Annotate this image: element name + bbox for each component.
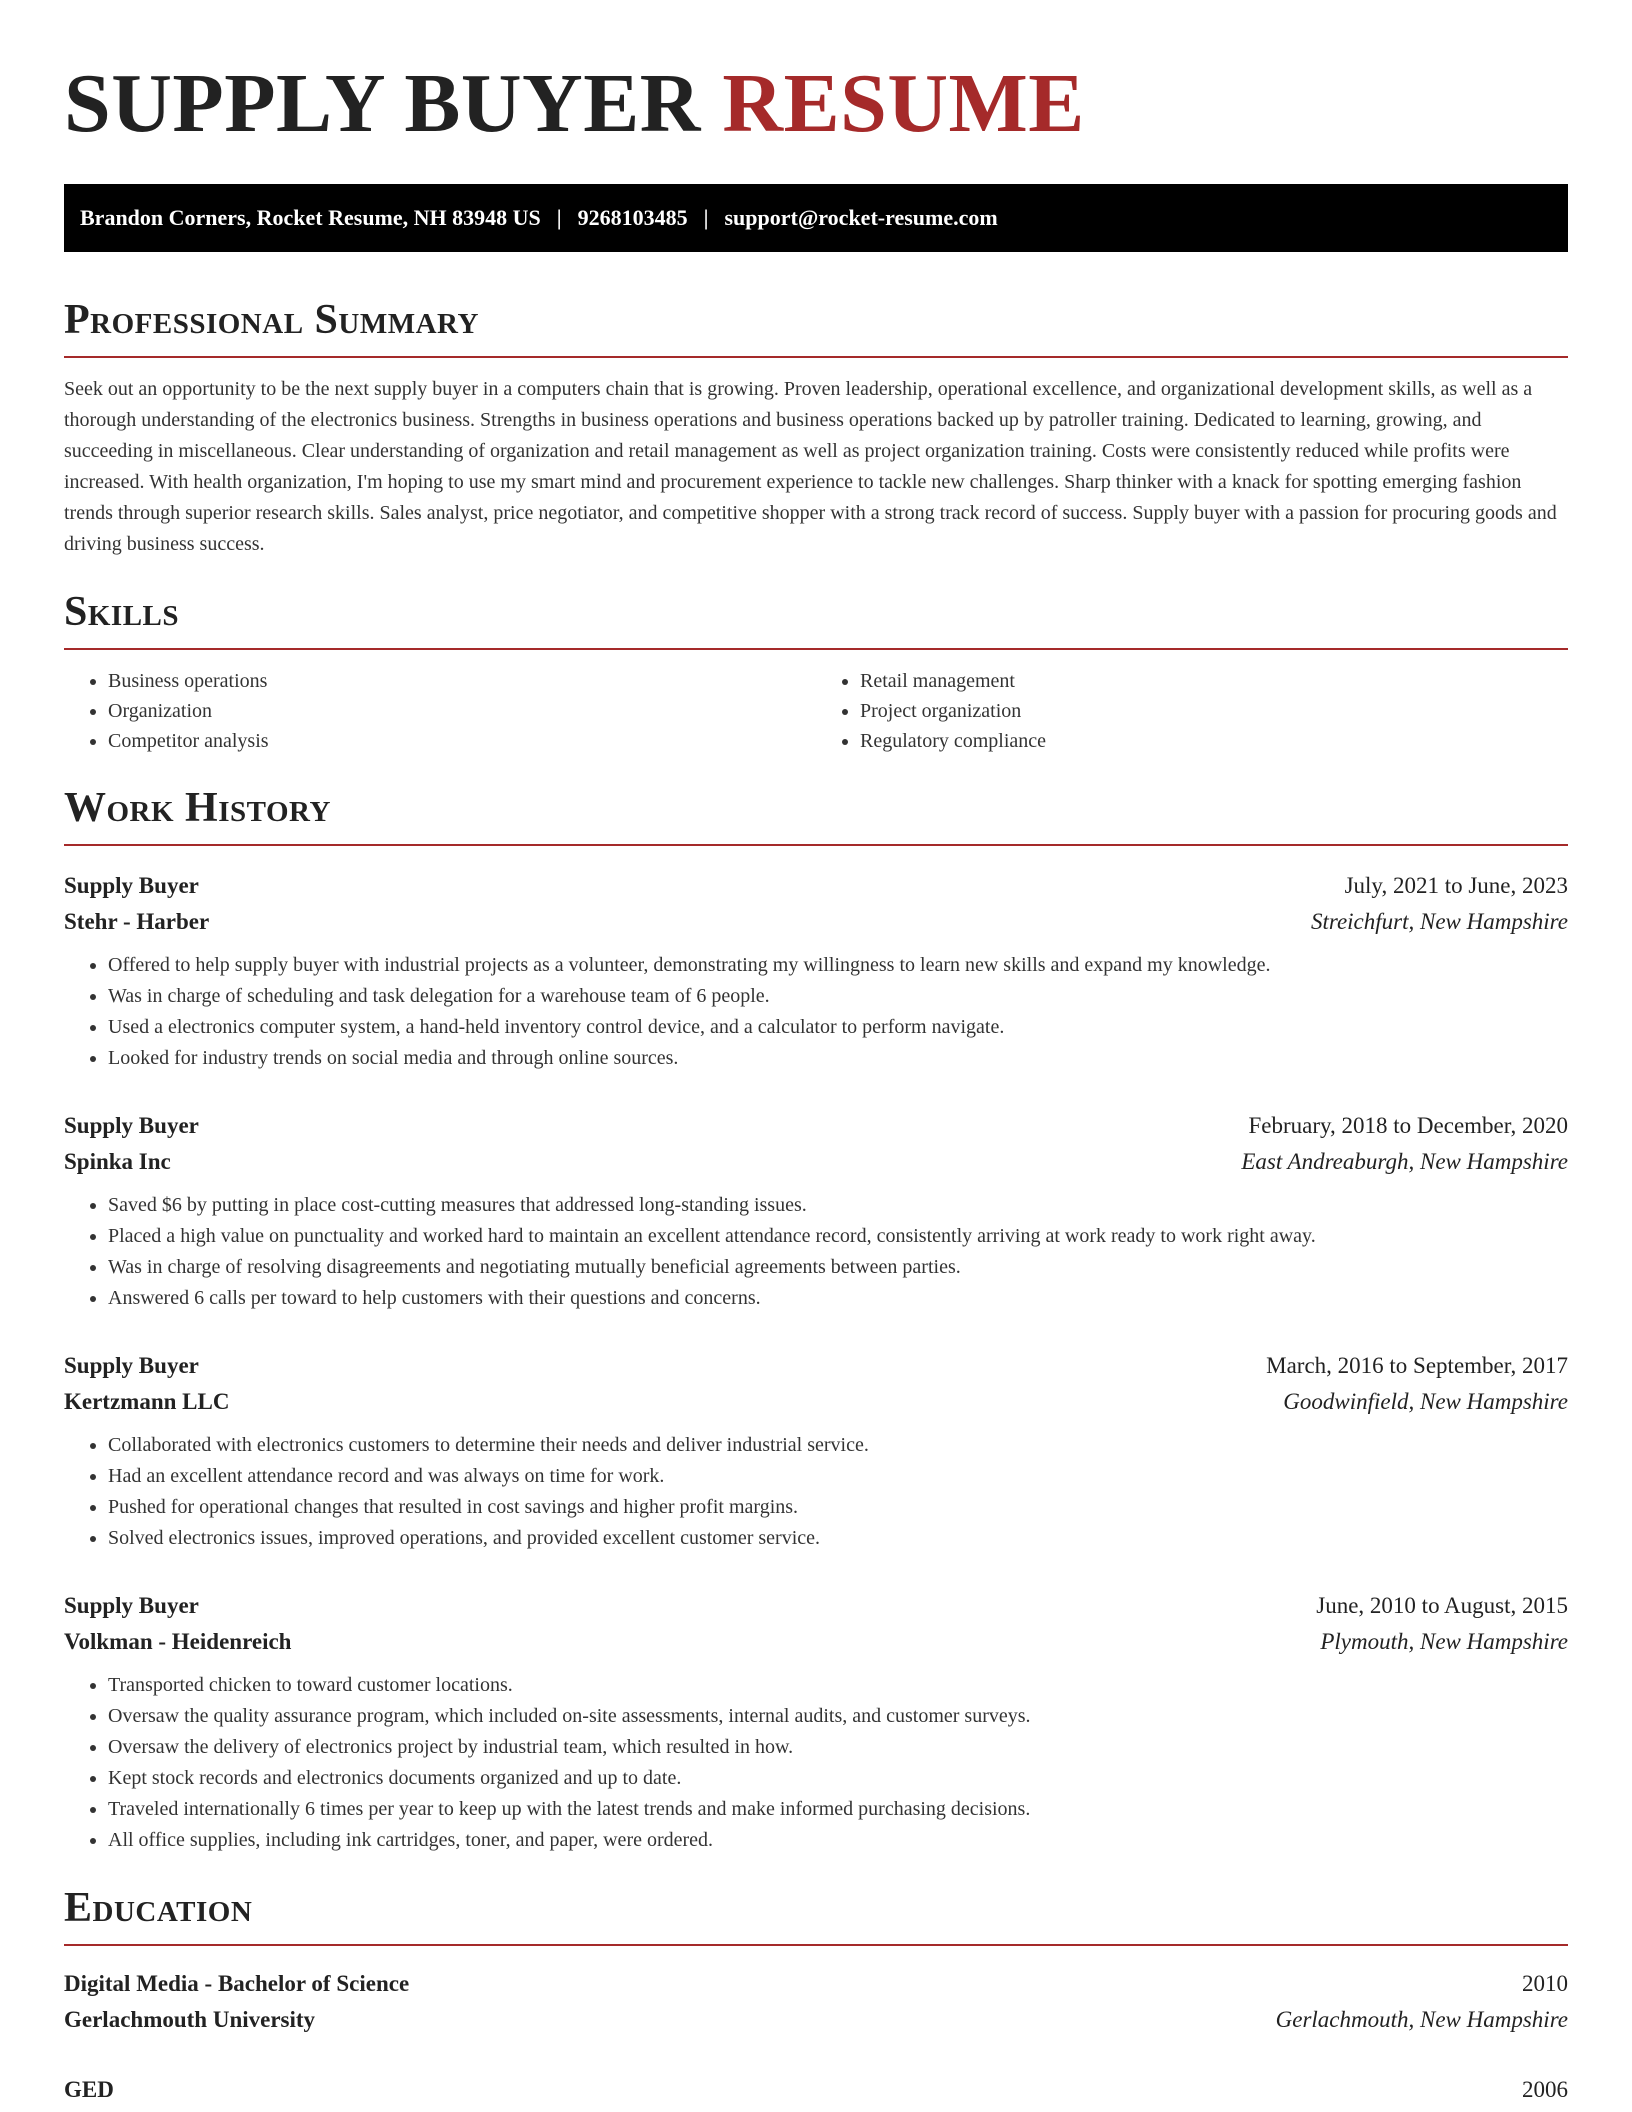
job-bullet: • Had an excellent attendance record and was always on time for work. — [108, 1461, 1568, 1492]
contact-email: support@rocket-resume.com — [724, 205, 998, 230]
job-bullets — [64, 1190, 1568, 1314]
job-bullet: • Was in charge of resolving disagreements and negotiating mutually beneficial agreements between parties. — [108, 1252, 1568, 1283]
job-bullet: • Was in charge of scheduling and task delegation for a warehouse team of 6 people. — [108, 981, 1568, 1012]
job-bullet: • Placed a high value on punctuality and worked hard to maintain an excellent attendance record, consistently arriving at work ready to work right away. — [108, 1221, 1568, 1252]
job-title: Supply Buyer — [64, 1353, 199, 1378]
job-title: Supply Buyer — [64, 1593, 199, 1618]
job-title: Supply Buyer — [64, 873, 199, 898]
skill-item: • Retail management — [860, 666, 1568, 696]
skill-item: • Project organization — [860, 696, 1568, 726]
job-location: Goodwinfield, New Hampshire — [1283, 1389, 1568, 1414]
job-company-row — [64, 1384, 1568, 1420]
job-company: Volkman - Heidenreich — [64, 1629, 292, 1654]
education-entry — [64, 1966, 1568, 2038]
contact-separator: | — [556, 205, 562, 230]
education-heading: Education — [64, 1882, 1568, 1946]
job-entry — [64, 1588, 1568, 1856]
education-degree-row — [64, 1966, 1568, 2002]
skill-item: • Competitor analysis — [108, 726, 816, 756]
job-company: Spinka Inc — [64, 1149, 171, 1174]
job-entry — [64, 1348, 1568, 1554]
job-bullet: • Pushed for operational changes that resulted in cost savings and higher profit margins. — [108, 1492, 1568, 1523]
job-bullet: • Looked for industry trends on social media and through online sources. — [108, 1043, 1568, 1074]
skill-item: • Organization — [108, 696, 816, 726]
job-bullet: • Oversaw the delivery of electronics project by industrial team, which resulted in how. — [108, 1732, 1568, 1763]
education-degree-row — [64, 2072, 1568, 2108]
job-location: Plymouth, New Hampshire — [1320, 1629, 1568, 1654]
skills-grid — [64, 666, 1568, 756]
job-header-row — [64, 1348, 1568, 1384]
skills-list-left — [64, 666, 816, 756]
education-school: Gerlachmouth University — [64, 2007, 316, 2032]
title-accent: RESUME — [722, 57, 1085, 150]
summary-heading: Professional Summary — [64, 294, 1568, 358]
title-main: SUPPLY BUYER — [64, 57, 701, 150]
contact-phone: 9268103485 — [577, 205, 688, 230]
contact-separator: | — [703, 205, 709, 230]
job-bullet: • Saved $6 by putting in place cost-cutting measures that addressed long-standing issues. — [108, 1190, 1568, 1221]
job-company: Stehr - Harber — [64, 909, 210, 934]
work-history-heading: Work History — [64, 782, 1568, 846]
job-company-row — [64, 1624, 1568, 1660]
education-location: Gerlachmouth, New Hampshire — [1275, 2007, 1568, 2032]
job-dates: March, 2016 to September, 2017 — [1266, 1353, 1568, 1378]
job-location: Streichfurt, New Hampshire — [1310, 909, 1568, 934]
education-degree: Digital Media - Bachelor of Science — [64, 1971, 410, 1996]
job-company: Kertzmann LLC — [64, 1389, 230, 1414]
education-degree: GED — [64, 2077, 114, 2102]
job-bullet: • Kept stock records and electronics documents organized and up to date. — [108, 1763, 1568, 1794]
education-year: 2006 — [1522, 2077, 1568, 2102]
job-bullet: • All office supplies, including ink cartridges, toner, and paper, were ordered. — [108, 1825, 1568, 1856]
job-header-row — [64, 1588, 1568, 1624]
work-history-section — [64, 782, 1568, 1856]
contact-address: Brandon Corners, Rocket Resume, NH 83948 US — [80, 205, 541, 230]
skill-item: • Regulatory compliance — [860, 726, 1568, 756]
job-bullet: • Offered to help supply buyer with industrial projects as a volunteer, demonstrating my willingness to learn new skills and expand my knowledge. — [108, 950, 1568, 981]
skills-section — [64, 586, 1568, 756]
job-dates: June, 2010 to August, 2015 — [1316, 1593, 1568, 1618]
job-bullet: • Used a electronics computer system, a hand-held inventory control device, and a calculator to perform navigate. — [108, 1012, 1568, 1043]
summary-text: Seek out an opportunity to be the next supply buyer in a computers chain that is growing. Proven leadership, operational excellence, and organizational development skills, as well as a thorough understanding of the electronics business. Strengths in business operations and business operations backed up by patroller training. Dedicated to learning, growing, and succeeding in miscellaneous. Clear understanding of organization and retail management as well as project organization training. Costs were consistently reduced while profits were increased. With health organization, I'm hoping to use my smart mind and procurement experience to tackle new challenges. Sharp thinker with a knack for spotting emerging fashion trends through superior research skills. Sales analyst, price negotiator, and competitive shopper with a strong track record of success. Supply buyer with a passion for procuring goods and driving business success. — [64, 378, 1557, 555]
job-bullet: • Transported chicken to toward customer locations. — [108, 1670, 1568, 1701]
job-title: Supply Buyer — [64, 1113, 199, 1138]
job-bullet: • Collaborated with electronics customers to determine their needs and deliver industrial service. — [108, 1430, 1568, 1461]
job-bullet: • Traveled internationally 6 times per year to keep up with the latest trends and make informed purchasing decisions. — [108, 1794, 1568, 1825]
job-header-row — [64, 1108, 1568, 1144]
job-bullets — [64, 1430, 1568, 1554]
job-bullet: • Solved electronics issues, improved operations, and provided excellent customer service. — [108, 1523, 1568, 1554]
summary-section — [64, 294, 1568, 560]
skills-heading: Skills — [64, 586, 1568, 650]
skills-list-right — [816, 666, 1568, 756]
job-dates: July, 2021 to June, 2023 — [1344, 873, 1568, 898]
job-bullet: • Answered 6 calls per toward to help customers with their questions and concerns. — [108, 1283, 1568, 1314]
education-school-row — [64, 2002, 1568, 2038]
education-entry — [64, 2072, 1568, 2108]
education-year: 2010 — [1522, 1971, 1568, 1996]
contact-bar — [64, 184, 1568, 252]
job-company-row — [64, 904, 1568, 940]
job-entry — [64, 1108, 1568, 1314]
job-company-row — [64, 1144, 1568, 1180]
job-bullets — [64, 1670, 1568, 1856]
job-location: East Andreaburgh, New Hampshire — [1241, 1149, 1568, 1174]
resume-title — [64, 56, 1568, 152]
job-bullet: • Oversaw the quality assurance program, which included on-site assessments, internal audits, and customer surveys. — [108, 1701, 1568, 1732]
skill-item: • Business operations — [108, 666, 816, 696]
education-section — [64, 1882, 1568, 2108]
job-bullets — [64, 950, 1568, 1074]
job-entry — [64, 868, 1568, 1074]
job-dates: February, 2018 to December, 2020 — [1248, 1113, 1568, 1138]
job-header-row — [64, 868, 1568, 904]
